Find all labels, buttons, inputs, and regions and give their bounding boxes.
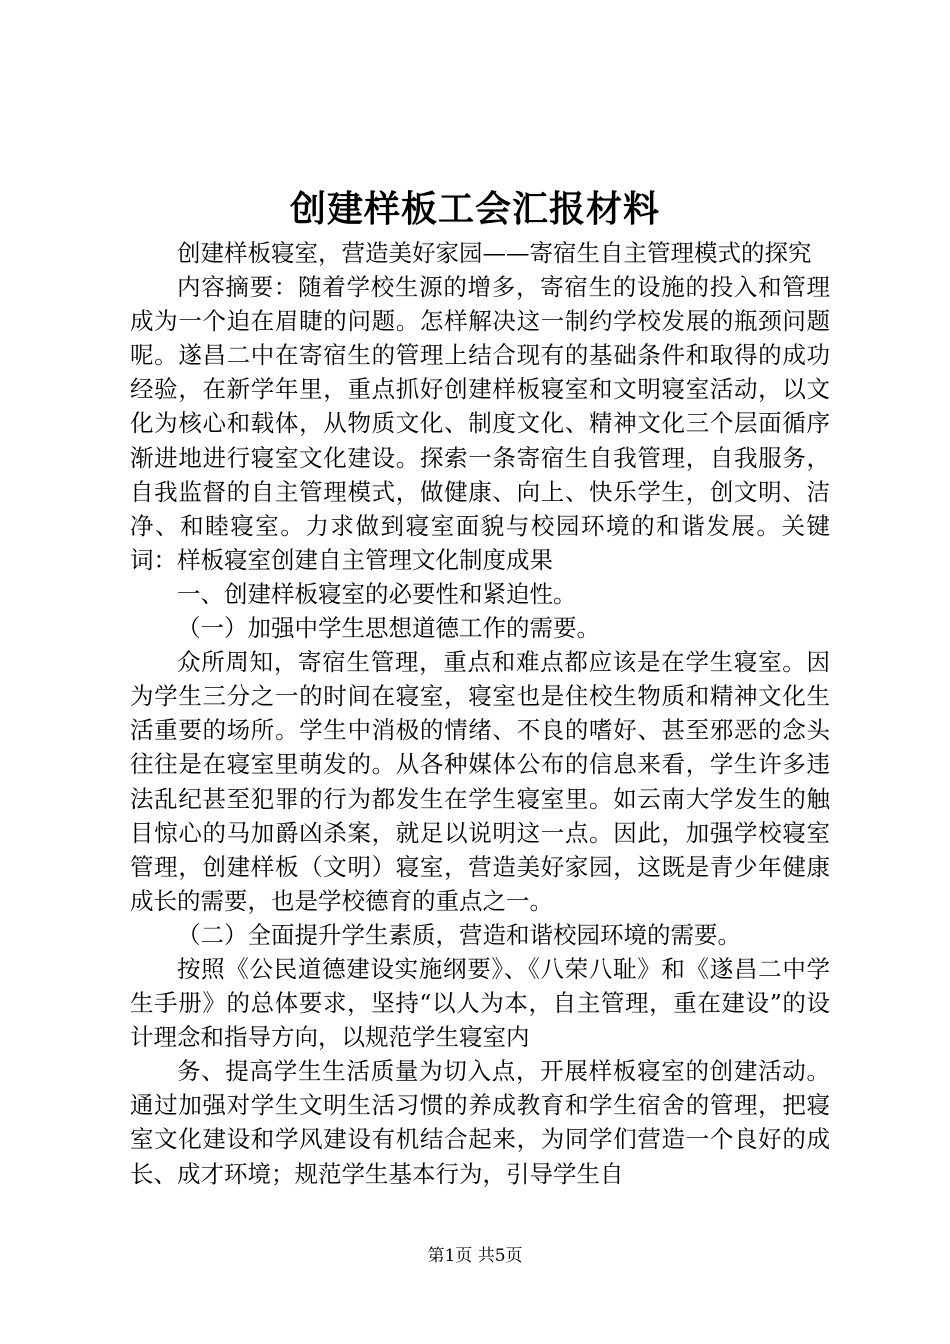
body-paragraph: 按照《公民道德建设实施纲要》、《八荣八耻》和《遂昌二中学生手册》的总体要求，坚持“以人为本，自主管理，重在建设”的设计理念和指导方向，以规范学生寝室内: [130, 954, 830, 1052]
subtitle-paragraph: 创建样板寝室，营造美好家园——寄宿生自主管理模式的探究: [177, 239, 812, 267]
section-heading: 一、创建样板寝室的必要性和紧迫性。: [177, 579, 577, 608]
body-paragraph: 众所周知，寄宿生管理，重点和难点都应该是在学生寝室。因为学生三分之一的时间在寝室，寝室也是住校生物质和精神文化生活重要的场所。学生中消极的情绪、不良的嗜好、甚至邪恶的念头往往是在寝室里萌发的。从各种媒体公布的信息来看，学生许多违法乱纪甚至犯罪的行为都发生在学生寝室里。如云南大学发生的触目惊心的马加爵凶杀案，就足以说明这一点。因此，加强学校寝室管理，创建样板（文明）寝室，营造美好家园，这既是青少年健康成长的需要，也是学校德育的重点之一。: [130, 648, 830, 915]
document-title: 创建样板工会汇报材料: [289, 189, 660, 230]
subsection-heading: （一）加强中学生思想道德工作的需要。: [177, 614, 600, 643]
document-body: [130, 236, 830, 1191]
abstract-paragraph: 内容摘要：随着学校生源的增多，寄宿生的设施的投入和管理成为一个迫在眉睫的问题。怎样解决这一制约学校发展的瓶颈问题呢。遂昌二中在寄宿生的管理上结合现有的基础条件和取得的成功经验，在新学年里，重点抓好创建样板寝室和文明寝室活动，以文化为核心和载体，从物质文化、制度文化、精神文化三个层面循序渐进地进行寝室文化建设。探索一条寄宿生自我管理，自我服务，自我监督的自主管理模式，做健康、向上、快乐学生，创文明、洁净、和睦寝室。力求做到寝室面貌与校园环境的和谐发展。关键词：样板寝室创建自主管理文化制度成果: [130, 273, 830, 574]
body-paragraph: 务、提高学生生活质量为切入点，开展样板寝室的创建活动。通过加强对学生文明生活习惯的养成教育和学生宿舍的管理，把寝室文化建设和学风建设有机结合起来，为同学们营造一个良好的成长、成才环境；规范学生基本行为，引导学生自: [130, 1057, 830, 1188]
page-number-footer: 第1页 共5页: [427, 1246, 523, 1266]
subsection-heading: （二）全面提升学生素质，营造和谐校园环境的需要。: [177, 920, 741, 949]
